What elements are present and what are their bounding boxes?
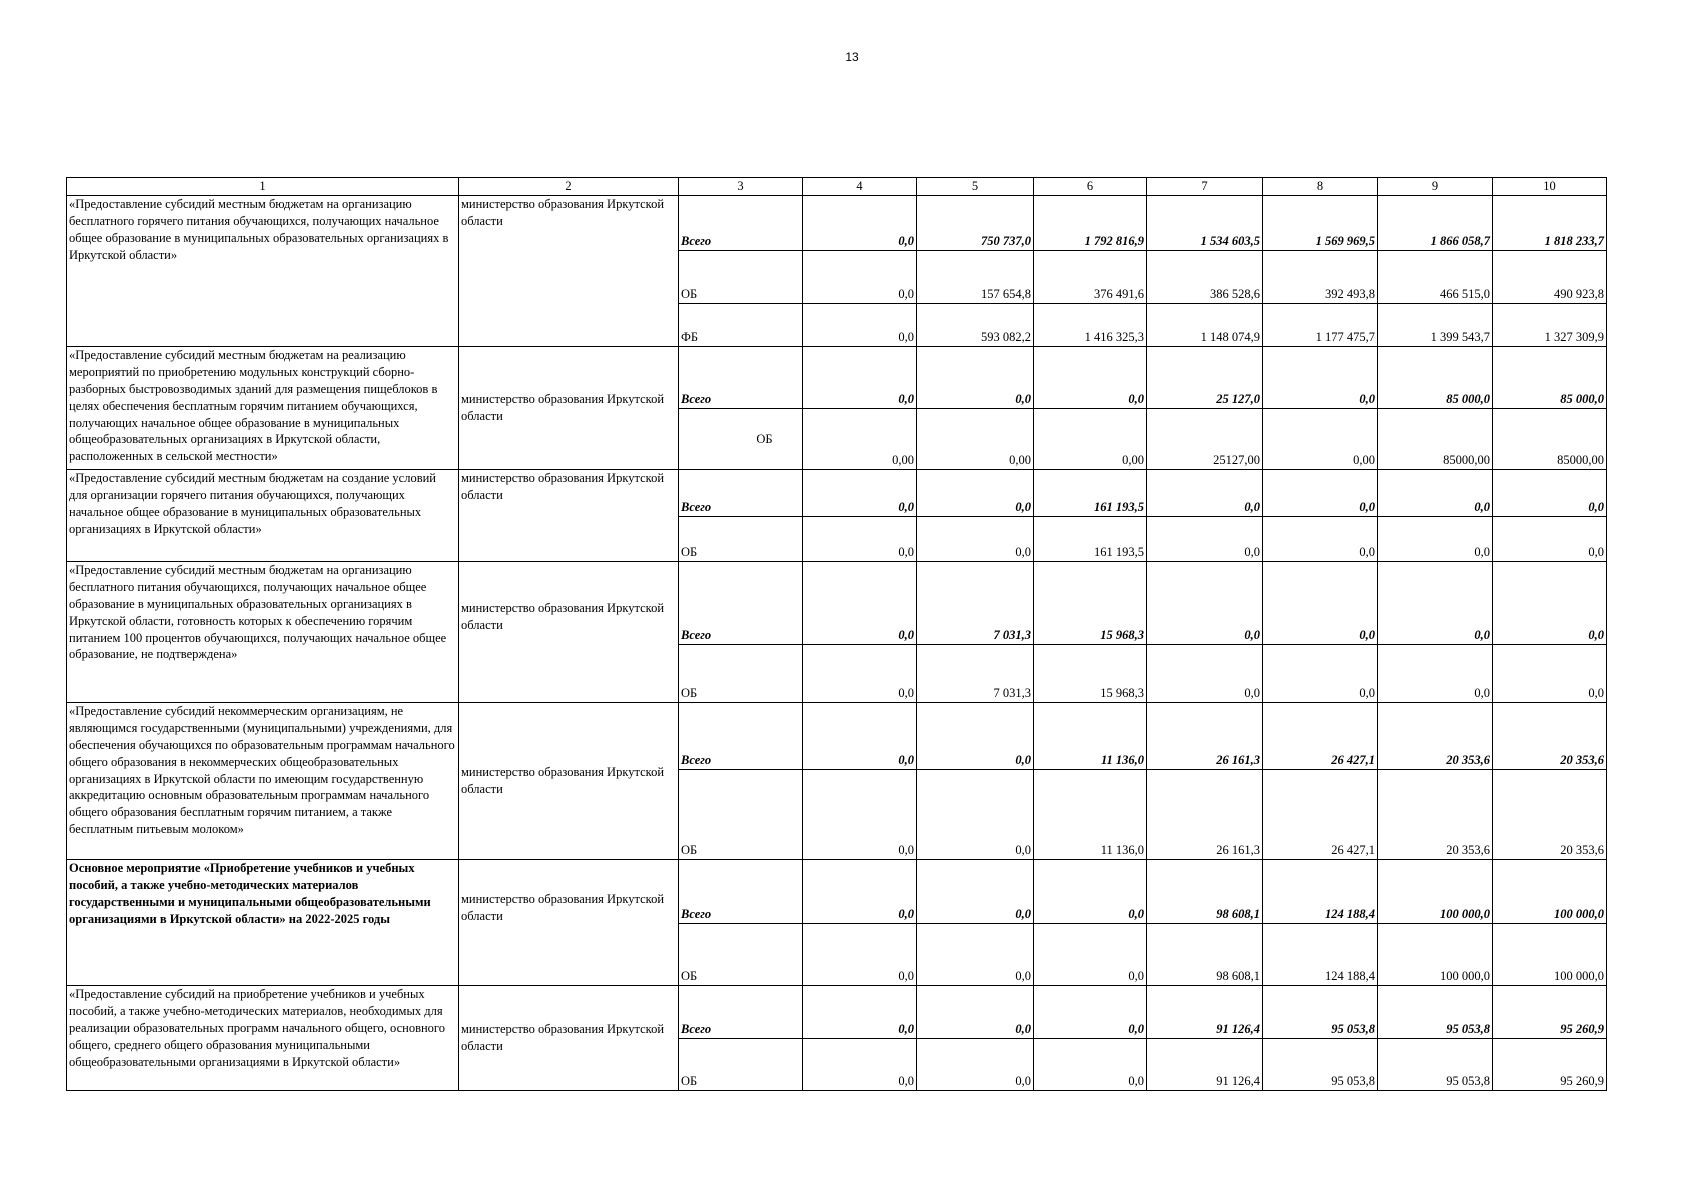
- value-cell: 100 000,0: [1378, 924, 1493, 986]
- funding-source: Всего: [679, 347, 803, 409]
- funding-source: Всего: [679, 986, 803, 1039]
- value-cell: 157 654,8: [917, 251, 1034, 304]
- column-header: 1: [67, 178, 459, 196]
- value-cell: 20 353,6: [1378, 770, 1493, 860]
- value-cell: 0,0: [917, 517, 1034, 562]
- value-cell: 91 126,4: [1147, 1039, 1263, 1091]
- value-cell: 0,0: [1263, 347, 1378, 409]
- value-cell: 0,0: [917, 770, 1034, 860]
- column-header: 7: [1147, 178, 1263, 196]
- measure-description: «Предоставление субсидий местным бюджетам на создание условий для организации горячего питания обучающихся, получающих начальное общее образование в муниципальных образовательных организациях в Иркутской области»: [67, 470, 459, 562]
- value-cell: 1 569 969,5: [1263, 196, 1378, 251]
- value-cell: 0,0: [1378, 645, 1493, 703]
- value-cell: 95 053,8: [1378, 1039, 1493, 1091]
- funding-source: Всего: [679, 196, 803, 251]
- funding-source: ОБ: [679, 1039, 803, 1091]
- measure-description: «Предоставление субсидий некоммерческим организациям, не являющимся государственными (муниципальными) учреждениями, для обеспечения обучающихся по образовательным программам начального общего образования в некоммерческих общеобразовательных организациях в Иркутской области по имеющим государственную аккредитацию основным образовательным программам начального общего образования бесплатным горячим питанием, а также бесплатным питьевым молоком»: [67, 703, 459, 860]
- value-cell: 85000,00: [1378, 409, 1493, 470]
- funding-source: ФБ: [679, 304, 803, 347]
- value-cell: 25 127,0: [1147, 347, 1263, 409]
- value-cell: 0,0: [1493, 645, 1607, 703]
- column-header-row: [67, 178, 1607, 196]
- value-cell: 26 427,1: [1263, 770, 1378, 860]
- table-row: [67, 347, 1607, 409]
- executor: министерство образования Иркутской области: [459, 347, 679, 470]
- value-cell: 0,0: [1378, 470, 1493, 517]
- funding-source: Всего: [679, 562, 803, 645]
- value-cell: 0,0: [803, 562, 917, 645]
- value-cell: 25127,00: [1147, 409, 1263, 470]
- value-cell: 98 608,1: [1147, 924, 1263, 986]
- column-header: 5: [917, 178, 1034, 196]
- value-cell: 0,0: [917, 924, 1034, 986]
- value-cell: 0,0: [803, 703, 917, 770]
- executor: министерство образования Иркутской области: [459, 196, 679, 347]
- value-cell: 0,00: [1034, 409, 1147, 470]
- funding-source: ОБ: [679, 924, 803, 986]
- value-cell: 386 528,6: [1147, 251, 1263, 304]
- value-cell: 0,0: [803, 347, 917, 409]
- value-cell: 26 161,3: [1147, 770, 1263, 860]
- value-cell: 26 161,3: [1147, 703, 1263, 770]
- value-cell: 124 188,4: [1263, 924, 1378, 986]
- value-cell: 95 053,8: [1263, 1039, 1378, 1091]
- funding-source: ОБ: [679, 409, 803, 470]
- value-cell: 20 353,6: [1493, 770, 1607, 860]
- value-cell: 95 260,9: [1493, 986, 1607, 1039]
- column-header: 4: [803, 178, 917, 196]
- measure-description: «Предоставление субсидий на приобретение учебников и учебных пособий, а также учебно-методических материалов, необходимых для реализации образовательных программ начального общего, основного общего, среднего общего образования муниципальными общеобразовательными организациями в Иркутской области»: [67, 986, 459, 1091]
- value-cell: 7 031,3: [917, 645, 1034, 703]
- executor: министерство образования Иркутской области: [459, 562, 679, 703]
- value-cell: 95 053,8: [1378, 986, 1493, 1039]
- funding-source: Всего: [679, 703, 803, 770]
- page-number: 13: [845, 50, 859, 64]
- value-cell: 0,0: [1147, 517, 1263, 562]
- value-cell: 0,0: [803, 1039, 917, 1091]
- value-cell: 85000,00: [1493, 409, 1607, 470]
- value-cell: 0,0: [1378, 517, 1493, 562]
- executor: министерство образования Иркутской области: [459, 703, 679, 860]
- value-cell: 15 968,3: [1034, 645, 1147, 703]
- column-header: 10: [1493, 178, 1607, 196]
- value-cell: 0,0: [803, 517, 917, 562]
- value-cell: 11 136,0: [1034, 770, 1147, 860]
- value-cell: 91 126,4: [1147, 986, 1263, 1039]
- value-cell: 0,0: [1034, 986, 1147, 1039]
- value-cell: 161 193,5: [1034, 470, 1147, 517]
- value-cell: 1 399 543,7: [1378, 304, 1493, 347]
- value-cell: 376 491,6: [1034, 251, 1147, 304]
- measure-description: «Предоставление субсидий местным бюджетам на организацию бесплатного питания обучающихся, получающих начальное общее образование в муниципальных образовательных организациях в Иркутской области, готовность которых к обеспечению горячим питанием 100 процентов обучающихся, получающих начальное общее образование, не подтверждена»: [67, 562, 459, 703]
- value-cell: 0,0: [917, 986, 1034, 1039]
- table-row: [67, 703, 1607, 770]
- value-cell: 0,0: [1034, 1039, 1147, 1091]
- table-row: [67, 470, 1607, 517]
- budget-table: [66, 177, 1607, 1091]
- value-cell: 0,0: [803, 196, 917, 251]
- value-cell: 0,0: [803, 986, 917, 1039]
- value-cell: 100 000,0: [1378, 860, 1493, 924]
- funding-source: Всего: [679, 470, 803, 517]
- funding-source: ОБ: [679, 251, 803, 304]
- value-cell: 95 053,8: [1263, 986, 1378, 1039]
- value-cell: 0,0: [1034, 347, 1147, 409]
- value-cell: 0,0: [1493, 470, 1607, 517]
- executor: министерство образования Иркутской области: [459, 986, 679, 1091]
- value-cell: 1 416 325,3: [1034, 304, 1147, 347]
- value-cell: 20 353,6: [1378, 703, 1493, 770]
- value-cell: 1 534 603,5: [1147, 196, 1263, 251]
- column-header: 8: [1263, 178, 1378, 196]
- value-cell: 0,0: [917, 1039, 1034, 1091]
- value-cell: 0,0: [1147, 470, 1263, 517]
- executor: министерство образования Иркутской области: [459, 470, 679, 562]
- value-cell: 0,0: [1263, 517, 1378, 562]
- value-cell: 124 188,4: [1263, 860, 1378, 924]
- value-cell: 0,0: [803, 770, 917, 860]
- value-cell: 0,0: [917, 703, 1034, 770]
- value-cell: 11 136,0: [1034, 703, 1147, 770]
- value-cell: 1 818 233,7: [1493, 196, 1607, 251]
- value-cell: 100 000,0: [1493, 860, 1607, 924]
- measure-description: «Предоставление субсидий местным бюджетам на организацию бесплатного горячего питания обучающихся, получающих начальное общее образование в муниципальных образовательных организациях в Иркутской области»: [67, 196, 459, 347]
- value-cell: 7 031,3: [917, 562, 1034, 645]
- value-cell: 0,0: [803, 304, 917, 347]
- value-cell: 26 427,1: [1263, 703, 1378, 770]
- executor: министерство образования Иркутской области: [459, 860, 679, 986]
- value-cell: 100 000,0: [1493, 924, 1607, 986]
- value-cell: 98 608,1: [1147, 860, 1263, 924]
- value-cell: 0,0: [1034, 924, 1147, 986]
- measure-description: «Предоставление субсидий местным бюджетам на реализацию мероприятий по приобретению модульных конструкций сборно-разборных быстровозводимых зданий для размещения пищеблоков в целях обеспечения бесплатным горячим питанием обучающихся, получающих начальное общее образование в муниципальных общеобразовательных организациях в Иркутской области, расположенных в сельской местности»: [67, 347, 459, 470]
- table-row: [67, 196, 1607, 251]
- funding-source: ОБ: [679, 770, 803, 860]
- column-header: 3: [679, 178, 803, 196]
- value-cell: 0,0: [1034, 860, 1147, 924]
- value-cell: 490 923,8: [1493, 251, 1607, 304]
- column-header: 6: [1034, 178, 1147, 196]
- value-cell: 20 353,6: [1493, 703, 1607, 770]
- value-cell: 0,0: [917, 860, 1034, 924]
- value-cell: 1 866 058,7: [1378, 196, 1493, 251]
- value-cell: 0,0: [1493, 562, 1607, 645]
- funding-source: Всего: [679, 860, 803, 924]
- value-cell: 0,0: [803, 860, 917, 924]
- table-row: [67, 986, 1607, 1039]
- funding-source: ОБ: [679, 517, 803, 562]
- value-cell: 0,0: [1263, 562, 1378, 645]
- value-cell: 0,00: [803, 409, 917, 470]
- value-cell: 0,0: [1493, 517, 1607, 562]
- value-cell: 0,0: [1147, 562, 1263, 645]
- value-cell: 466 515,0: [1378, 251, 1493, 304]
- value-cell: 1 792 816,9: [1034, 196, 1147, 251]
- value-cell: 0,0: [917, 347, 1034, 409]
- value-cell: 392 493,8: [1263, 251, 1378, 304]
- value-cell: 1 327 309,9: [1493, 304, 1607, 347]
- value-cell: 0,0: [917, 470, 1034, 517]
- value-cell: 0,0: [803, 645, 917, 703]
- table-row: [67, 562, 1607, 645]
- value-cell: 0,00: [917, 409, 1034, 470]
- column-header: 9: [1378, 178, 1493, 196]
- column-header: 2: [459, 178, 679, 196]
- value-cell: 593 082,2: [917, 304, 1034, 347]
- value-cell: 1 177 475,7: [1263, 304, 1378, 347]
- value-cell: 0,00: [1263, 409, 1378, 470]
- value-cell: 85 000,0: [1493, 347, 1607, 409]
- value-cell: 1 148 074,9: [1147, 304, 1263, 347]
- value-cell: 750 737,0: [917, 196, 1034, 251]
- value-cell: 0,0: [1263, 470, 1378, 517]
- funding-source: ОБ: [679, 645, 803, 703]
- value-cell: 0,0: [1147, 645, 1263, 703]
- value-cell: 95 260,9: [1493, 1039, 1607, 1091]
- value-cell: 0,0: [1378, 562, 1493, 645]
- value-cell: 0,0: [1263, 645, 1378, 703]
- value-cell: 0,0: [803, 924, 917, 986]
- value-cell: 0,0: [803, 251, 917, 304]
- value-cell: 15 968,3: [1034, 562, 1147, 645]
- value-cell: 85 000,0: [1378, 347, 1493, 409]
- value-cell: 0,0: [803, 470, 917, 517]
- measure-description: Основное мероприятие «Приобретение учебников и учебных пособий, а также учебно-методических материалов государственными и муниципальными общеобразовательными организациями в Иркутской области» на 2022-2025 годы: [67, 860, 459, 986]
- table-row: [67, 860, 1607, 924]
- value-cell: 161 193,5: [1034, 517, 1147, 562]
